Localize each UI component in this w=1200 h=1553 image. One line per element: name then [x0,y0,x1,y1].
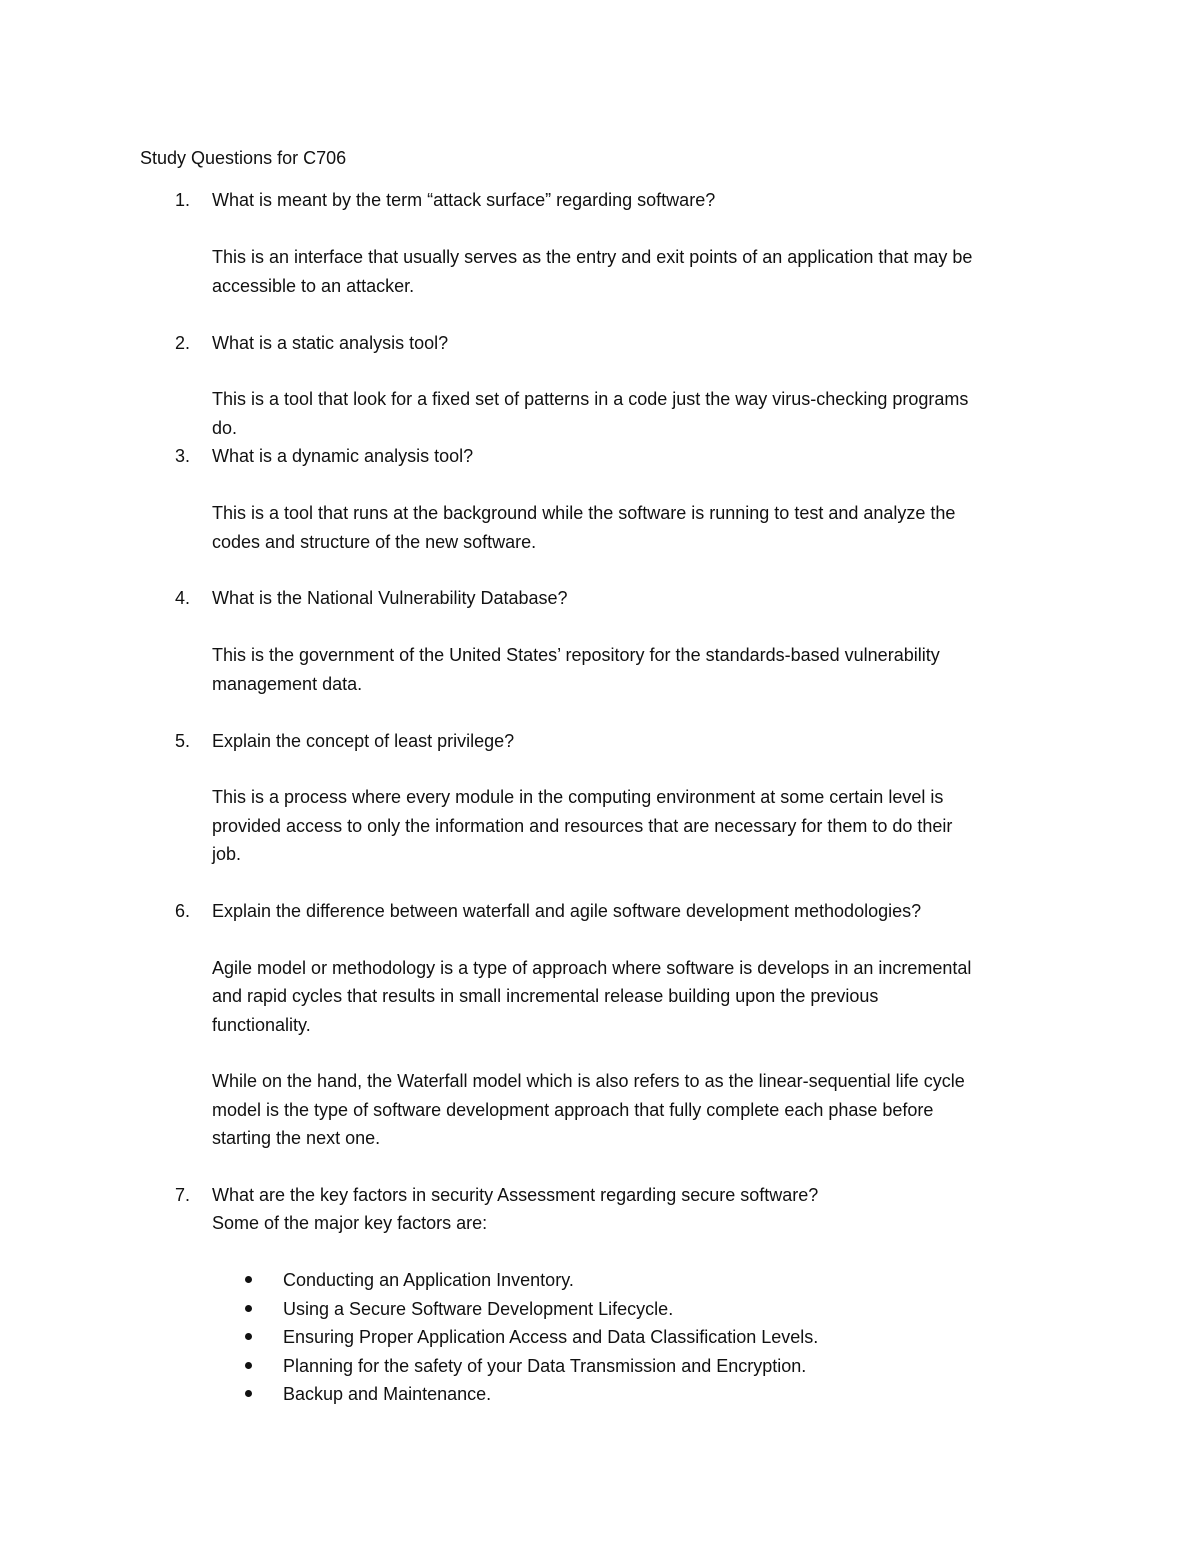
question-number: 5. [175,731,191,751]
answer-line: Agile model or methodology is a type of approach where software is develops in an incremental [212,958,972,978]
answer-line: This is a tool that look for a fixed set of patterns in a code just the way virus-checking programs [212,389,969,409]
bullet-icon [245,1276,252,1283]
list-item: Backup and Maintenance. [283,1384,492,1404]
answer-line: codes and structure of the new software. [212,532,537,552]
list-item: Ensuring Proper Application Access and Data Classification Levels. [283,1327,819,1347]
bullet-icon [245,1305,252,1312]
answer-intro: Some of the major key factors are: [212,1213,488,1233]
answer-line: This is a tool that runs at the background while the software is running to test and analyze the [212,503,956,523]
question-number: 7. [175,1185,191,1205]
list-item: Conducting an Application Inventory. [283,1270,574,1290]
bullet-icon [245,1390,252,1397]
list-item: Using a Secure Software Development Lifecycle. [283,1299,674,1319]
answer-line: starting the next one. [212,1128,381,1148]
question-number: 3. [175,446,191,466]
answer-line: job. [212,844,242,864]
answer-line: do. [212,418,238,438]
answer-line: and rapid cycles that results in small incremental release building upon the previous [212,986,879,1006]
answer-line: This is a process where every module in the computing environment at some certain level is [212,787,944,807]
question-number: 4. [175,588,191,608]
question-number: 1. [175,190,191,210]
question-text: Explain the concept of least privilege? [212,731,515,751]
question-text: What is the National Vulnerability Database? [212,588,568,608]
question-number: 2. [175,333,191,353]
answer-line: This is an interface that usually serves as the entry and exit points of an application that may be [212,247,973,267]
question-text: What is a dynamic analysis tool? [212,446,474,466]
answer-line: management data. [212,674,363,694]
answer-line: While on the hand, the Waterfall model which is also refers to as the linear-sequential life cycle [212,1071,965,1091]
bullet-icon [245,1333,252,1340]
bullet-icon [245,1362,252,1369]
answer-line: functionality. [212,1015,311,1035]
question-number: 6. [175,901,191,921]
question-text: What is meant by the term “attack surface” regarding software? [212,190,716,210]
answer-line: accessible to an attacker. [212,276,415,296]
question-text: What is a static analysis tool? [212,333,449,353]
answer-line: provided access to only the information and resources that are necessary for them to do their [212,816,953,836]
question-text: What are the key factors in security Assessment regarding secure software? [212,1185,819,1205]
answer-line: model is the type of software development approach that fully complete each phase before [212,1100,934,1120]
document-title: Study Questions for C706 [140,148,347,168]
answer-line: This is the government of the United States’ repository for the standards-based vulnerability [212,645,940,665]
question-text: Explain the difference between waterfall and agile software development methodologies? [212,901,922,921]
list-item: Planning for the safety of your Data Transmission and Encryption. [283,1356,807,1376]
